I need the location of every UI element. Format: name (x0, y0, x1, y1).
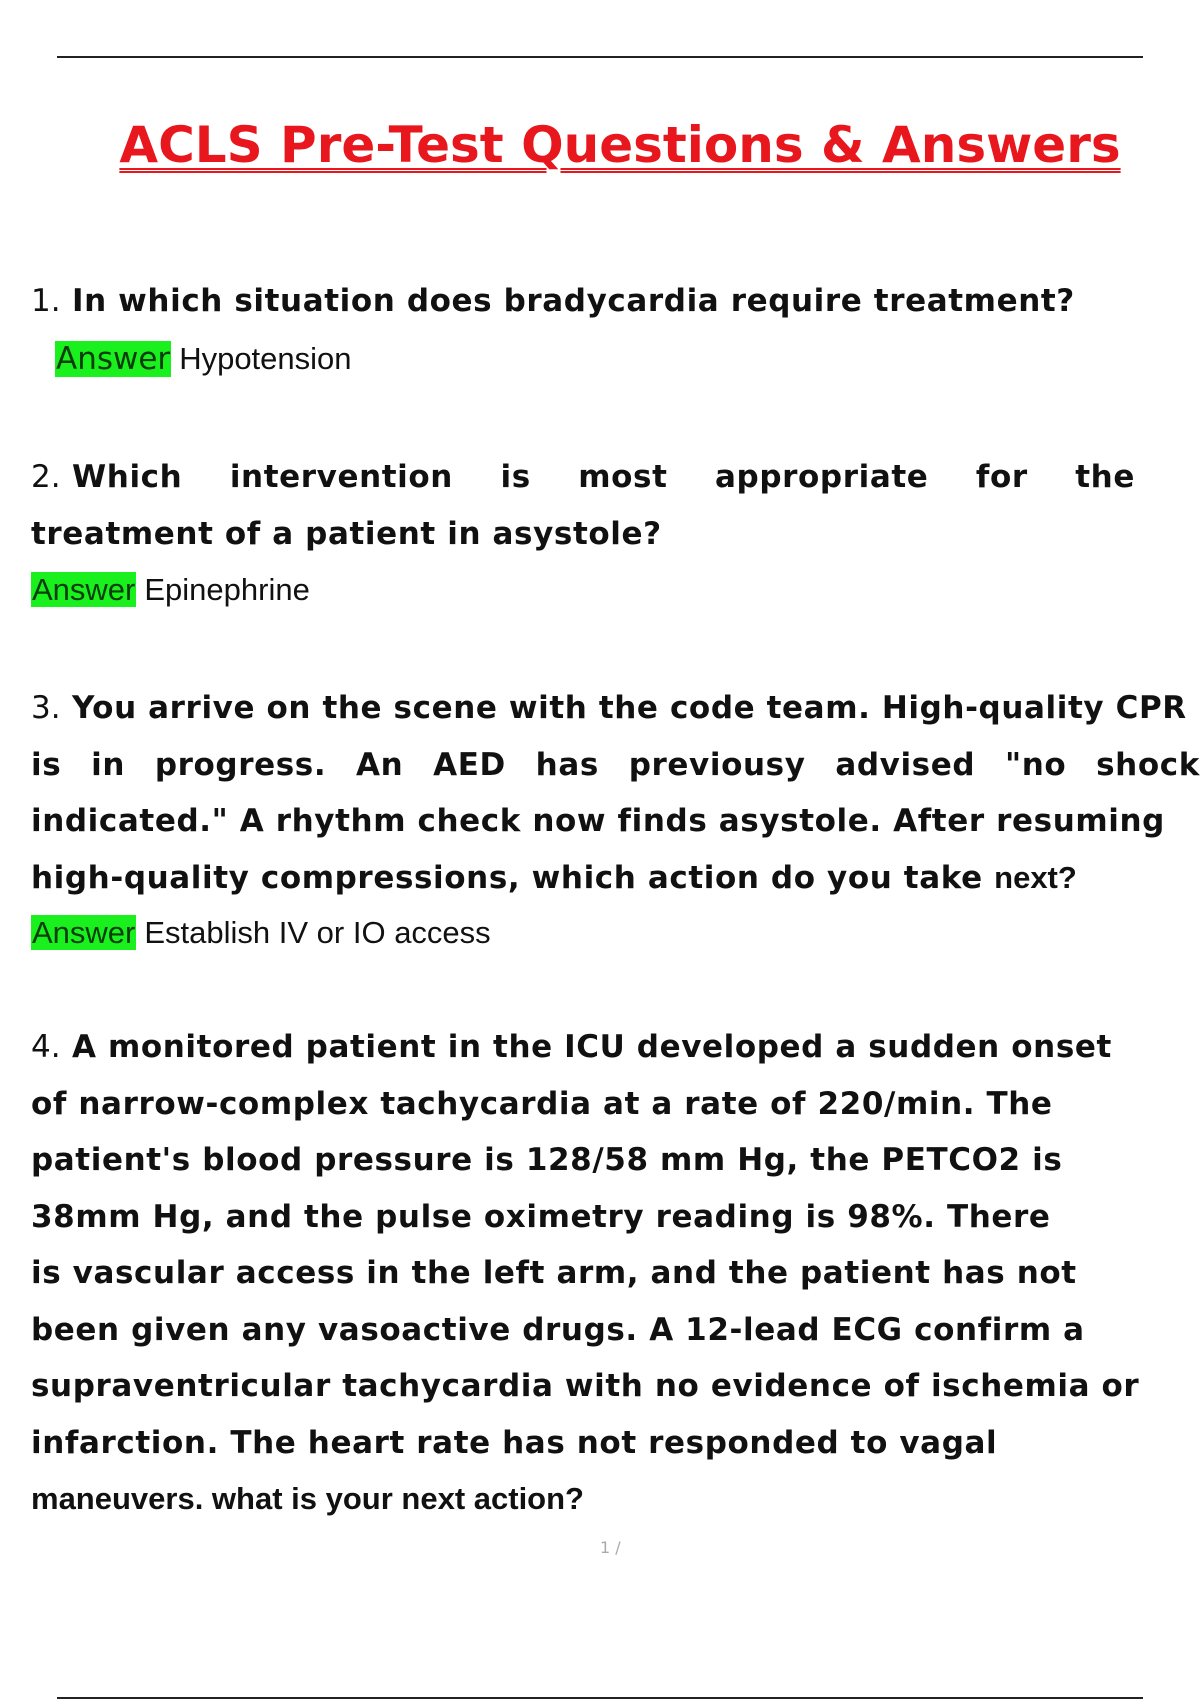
bottom-rule (57, 1697, 1143, 1699)
question-1-line (31, 273, 1075, 330)
answer-2 (31, 570, 310, 610)
question-4-line-1 (31, 1019, 1139, 1076)
question-4-number: 4. (31, 1029, 61, 1065)
question-2-number: 2. (31, 459, 61, 495)
question-3-word: in (91, 746, 126, 783)
page-number: 1 / (600, 1538, 621, 1557)
question-4-line-3: patient's blood pressure is 128/58 mm Hg, the PETCO2 is (31, 1142, 1063, 1178)
question-4-line-2: of narrow-complex tachycardia at a rate of 220/min. The (31, 1085, 1053, 1122)
question-3-word: previousy (628, 746, 806, 783)
question-3-line-2 (31, 737, 1200, 794)
document-title: ACLS Pre-Test Questions & Answers (119, 116, 1121, 174)
answer-1-label: Answer (56, 341, 171, 377)
question-1-text: In which situation does bradycardia require treatment? (71, 283, 1075, 319)
question-3-word: AED (433, 746, 506, 783)
question-3-line-3: indicated." A rhythm check now finds asystole. After resuming (31, 803, 1165, 839)
question-4-tail: maneuvers. what is your next action? (31, 1481, 584, 1516)
question-3-tail: next? (994, 859, 1077, 895)
question-4-line-7: supraventricular tachycardia with no evidence of ischemia or (31, 1368, 1140, 1404)
question-4-line-4: 38mm Hg, and the pulse oximetry reading is 98%. There (31, 1198, 1051, 1235)
question-4-line-6: been given any vasoactive drugs. A 12-lead ECG confirm a (31, 1311, 1085, 1348)
question-4 (31, 1019, 1139, 1528)
answer-2-value: Epinephrine (144, 572, 310, 607)
question-4-line-8: infarction. The heart rate has not responded to vagal (31, 1424, 998, 1461)
question-2-word: intervention (229, 459, 453, 495)
answer-3-label: Answer (32, 915, 136, 950)
question-3-text-1: You arrive on the scene with the code team. High-quality CPR (71, 690, 1187, 726)
question-2-line-1 (31, 449, 1135, 506)
question-1 (31, 273, 1075, 330)
question-3-word: has (535, 746, 599, 783)
question-2-word: the (1075, 459, 1135, 495)
question-3-word: is (31, 746, 62, 783)
question-2-word: is (500, 459, 531, 495)
question-3-word: shock (1096, 746, 1200, 783)
question-2-word: most (578, 459, 668, 495)
question-3-word: "no (1004, 746, 1067, 783)
answer-3 (31, 913, 491, 953)
question-2-word: appropriate (715, 459, 929, 495)
question-3-number: 3. (31, 690, 61, 726)
answer-2-label: Answer (32, 572, 136, 607)
answer-3-value: Establish IV or IO access (144, 915, 491, 950)
question-3-text-4: high-quality compressions, which action do you take (31, 859, 983, 896)
question-2-line-2: treatment of a patient in asystole? (31, 515, 662, 552)
question-3-word: An (356, 746, 404, 783)
question-2-word: Which (71, 459, 183, 495)
answer-1-value: Hypotension (179, 341, 352, 376)
question-3 (31, 680, 1200, 906)
question-3-line-4 (31, 850, 1200, 907)
question-3-line-1 (31, 680, 1200, 737)
question-2-word: for (975, 459, 1028, 495)
top-rule (57, 56, 1143, 58)
question-3-word: progress. (154, 746, 327, 783)
question-4-line-5: is vascular access in the left arm, and the patient has not (31, 1255, 1077, 1291)
question-1-number: 1. (31, 283, 61, 319)
question-2-first-word-group (31, 449, 182, 506)
question-3-word: advised (835, 746, 976, 783)
answer-1 (55, 339, 352, 379)
question-4-text-1: A monitored patient in the ICU developed a sudden onset (71, 1029, 1112, 1065)
question-2 (31, 449, 1135, 562)
